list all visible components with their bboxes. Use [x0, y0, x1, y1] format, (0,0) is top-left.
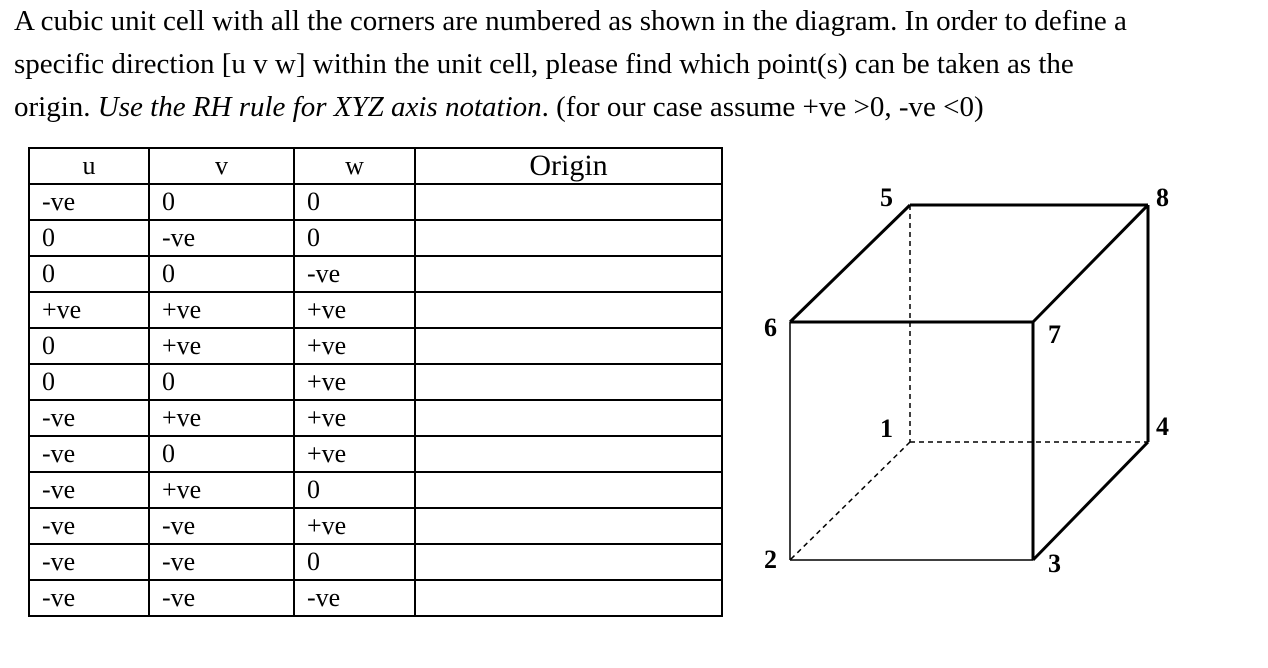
- origin-answer-cell[interactable]: [415, 364, 722, 400]
- cell-u: 0: [29, 220, 149, 256]
- table-row: [29, 580, 722, 616]
- origin-answer-cell[interactable]: [415, 472, 722, 508]
- corner-label-3: 3: [1048, 549, 1061, 578]
- origin-answer-cell[interactable]: [415, 328, 722, 364]
- cell-v: 0: [149, 184, 294, 220]
- table-row: [29, 256, 722, 292]
- cell-v: +ve: [149, 400, 294, 436]
- table-row: [29, 508, 722, 544]
- cell-u: 0: [29, 328, 149, 364]
- origin-answer-cell[interactable]: [415, 508, 722, 544]
- cell-v: +ve: [149, 328, 294, 364]
- cell-w: +ve: [294, 400, 415, 436]
- cell-w: +ve: [294, 328, 415, 364]
- table-row: [29, 328, 722, 364]
- origin-answer-cell[interactable]: [415, 544, 722, 580]
- cell-w: +ve: [294, 436, 415, 472]
- hidden-edge-1-2: [790, 442, 910, 560]
- cell-u: -ve: [29, 544, 149, 580]
- cell-u: -ve: [29, 472, 149, 508]
- edge-8-7: [1033, 205, 1148, 322]
- table-row: [29, 400, 722, 436]
- origin-answer-cell[interactable]: [415, 580, 722, 616]
- origin-answer-cell[interactable]: [415, 256, 722, 292]
- question-text: [14, 0, 1259, 129]
- cell-u: -ve: [29, 580, 149, 616]
- cell-v: 0: [149, 256, 294, 292]
- table-row: [29, 436, 722, 472]
- direction-table: [28, 147, 723, 617]
- cell-u: 0: [29, 364, 149, 400]
- table-row: [29, 220, 722, 256]
- corner-label-2: 2: [764, 545, 777, 574]
- cell-w: +ve: [294, 292, 415, 328]
- header-v: v: [149, 148, 294, 184]
- cell-u: +ve: [29, 292, 149, 328]
- origin-answer-cell[interactable]: [415, 184, 722, 220]
- table-header-row: [29, 148, 722, 184]
- cubic-unit-cell-diagram: [740, 170, 1200, 590]
- table-row: [29, 472, 722, 508]
- header-origin: Origin: [415, 148, 722, 184]
- cell-w: +ve: [294, 508, 415, 544]
- table-row: [29, 292, 722, 328]
- cell-u: -ve: [29, 436, 149, 472]
- question-line-1: A cubic unit cell with all the corners are numbered as shown in the diagram. In order to define a: [14, 5, 1127, 37]
- corner-label-7: 7: [1048, 320, 1061, 349]
- cell-v: -ve: [149, 580, 294, 616]
- table-row: [29, 544, 722, 580]
- cell-w: 0: [294, 472, 415, 508]
- cell-u: -ve: [29, 508, 149, 544]
- cell-v: 0: [149, 364, 294, 400]
- corner-label-8: 8: [1156, 183, 1169, 212]
- cell-w: +ve: [294, 364, 415, 400]
- origin-answer-cell[interactable]: [415, 400, 722, 436]
- cell-w: -ve: [294, 580, 415, 616]
- table-row: [29, 364, 722, 400]
- question-line-3: [14, 86, 1259, 129]
- header-u: u: [29, 148, 149, 184]
- header-w: w: [294, 148, 415, 184]
- cell-w: 0: [294, 220, 415, 256]
- cell-u: -ve: [29, 400, 149, 436]
- rh-rule-note: Use the RH rule for XYZ axis notation: [97, 91, 542, 123]
- edge-4-3: [1033, 442, 1148, 560]
- corner-label-1: 1: [880, 414, 893, 443]
- cell-v: -ve: [149, 220, 294, 256]
- cell-w: 0: [294, 184, 415, 220]
- corner-label-6: 6: [764, 313, 777, 342]
- origin-answer-cell[interactable]: [415, 220, 722, 256]
- edge-5-6: [790, 205, 910, 322]
- cell-w: 0: [294, 544, 415, 580]
- table-row: [29, 184, 722, 220]
- origin-answer-cell[interactable]: [415, 292, 722, 328]
- question-line-3-end: . (for our case assume +ve >0, -ve <0): [541, 91, 984, 123]
- corner-label-4: 4: [1156, 412, 1169, 441]
- cell-u: 0: [29, 256, 149, 292]
- corner-label-5: 5: [880, 183, 893, 212]
- cell-v: -ve: [149, 508, 294, 544]
- table-body: [29, 184, 722, 616]
- question-line-2: specific direction [u v w] within the unit cell, please find which point(s) can be taken as the: [14, 48, 1074, 80]
- cell-v: 0: [149, 436, 294, 472]
- cell-v: -ve: [149, 544, 294, 580]
- cell-w: -ve: [294, 256, 415, 292]
- cell-u: -ve: [29, 184, 149, 220]
- cell-v: +ve: [149, 472, 294, 508]
- cell-v: +ve: [149, 292, 294, 328]
- question-line-3-start: origin.: [14, 91, 98, 123]
- origin-answer-cell[interactable]: [415, 436, 722, 472]
